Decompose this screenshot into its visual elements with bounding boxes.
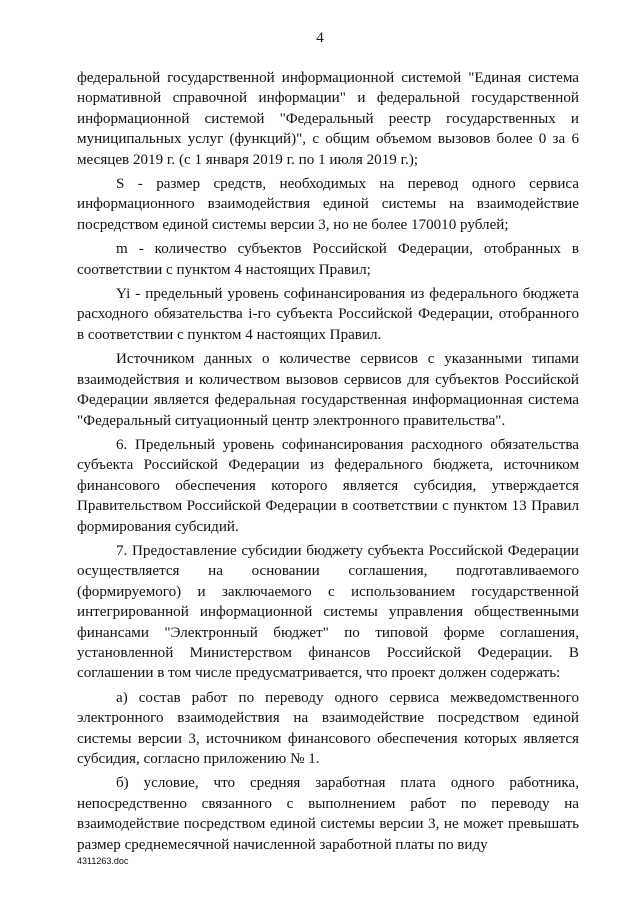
paragraph-item-6: 6. Предельный уровень софинансирования расходного обязательства субъекта Российской Федерации из федерального бюджета, источником финансового обеспечения которого является субсидия, утверждается Правительством Российской Федерации в соответствии с пунктом 13 Правил формирования субсидий.	[77, 436, 579, 535]
paragraph-item-7a: а) состав работ по переводу одного сервиса межведомственного электронного взаимодействия на взаимодействие посредством единой системы версии 3, источником финансового обеспечения которых является субсидия, согласно приложению № 1.	[77, 689, 579, 767]
paragraph-s-definition: S - размер средств, необходимых на перевод одного сервиса информационного взаимодействия единой системы на взаимодействие посредством единой системы версии 3, но не более 170010 рублей;	[77, 176, 579, 233]
paragraph-continuation: федеральной государственной информационной системой "Единая система нормативной справочной информации" и федеральной государственной информационной системой "Федеральный реестр государственных и муниципальных услуг (функций)", с общим объемом вызовов более 0 за 6 месяцев 2019 г. (с 1 января 2019 г. по 1 июля 2019 г.);	[77, 70, 579, 168]
document-code: 4311263.doc	[77, 856, 129, 866]
paragraph-m-definition: m - количество субъектов Российской Федерации, отобранных в соответствии с пунктом 4 настоящих Правил;	[77, 241, 579, 278]
paragraph-yi-definition: Yi - предельный уровень софинансирования из федерального бюджета расходного обязательства i-го субъекта Российской Федерации, отобранного в соответствии с пунктом 4 настоящих Правил.	[77, 286, 579, 343]
document-body	[77, 68, 579, 859]
page-number: 4	[316, 30, 324, 46]
paragraph-data-source: Источником данных о количестве сервисов с указанными типами взаимодействия и количеством вызовов сервисов для субъектов Российской Федерации является федеральная государственная информационная система "Федеральный ситуационный центр электронного правительства".	[77, 351, 579, 429]
paragraph-item-7b: б) условие, что средняя заработная плата одного работника, непосредственно связанного с выполнением работ по переводу на взаимодействие посредством единой системы версии 3, не может превышать размер среднемесячной начисленной заработной платы по виду	[77, 775, 579, 853]
paragraph-item-7: 7. Предоставление субсидии бюджету субъекта Российской Федерации осуществляется на основании соглашения, подготавливаемого (формируемого) и заключаемого с использованием государственной интегрированной информационной системы управления общественными финансами "Электронный бюджет" по типовой форме соглашения, установленной Министерством финансов Российской Федерации. В соглашении в том числе предусматривается, что проект должен содержать:	[77, 542, 579, 682]
